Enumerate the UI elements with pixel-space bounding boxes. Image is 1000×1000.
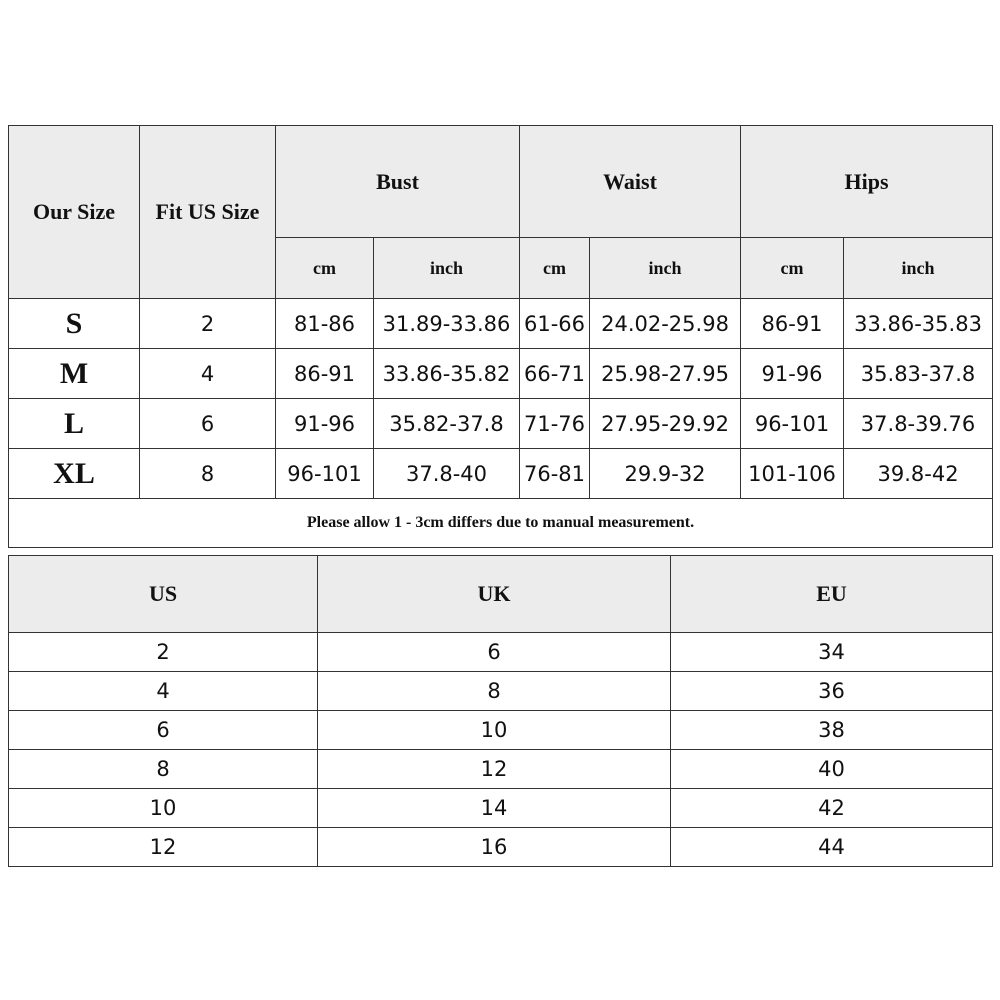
us-size-cell: 8 (140, 449, 276, 499)
eu-cell: 42 (671, 789, 993, 828)
header-waist-cm: cm (520, 238, 590, 299)
bust-inch-cell: 37.8-40 (374, 449, 520, 499)
header-fit-us-size: Fit US Size (140, 126, 276, 299)
header-bust-cm: cm (276, 238, 374, 299)
uk-cell: 6 (318, 633, 671, 672)
us-size-cell: 2 (140, 299, 276, 349)
size-cell: S (9, 299, 140, 349)
waist-inch-cell: 29.9-32 (590, 449, 741, 499)
eu-cell: 36 (671, 672, 993, 711)
table-row (9, 399, 993, 449)
hips-inch-cell: 37.8-39.76 (844, 399, 993, 449)
hips-inch-cell: 35.83-37.8 (844, 349, 993, 399)
us-size-cell: 4 (140, 349, 276, 399)
measurement-note: Please allow 1 - 3cm differs due to manual measurement. (9, 499, 993, 548)
hips-cm-cell: 91-96 (741, 349, 844, 399)
header-us: US (9, 556, 318, 633)
uk-cell: 14 (318, 789, 671, 828)
hips-cm-cell: 96-101 (741, 399, 844, 449)
hips-inch-cell: 39.8-42 (844, 449, 993, 499)
uk-cell: 12 (318, 750, 671, 789)
bust-cm-cell: 81-86 (276, 299, 374, 349)
header-waist-inch: inch (590, 238, 741, 299)
table-row (9, 672, 993, 711)
table-row (9, 449, 993, 499)
header-hips: Hips (741, 126, 993, 238)
bust-inch-cell: 35.82-37.8 (374, 399, 520, 449)
waist-inch-cell: 25.98-27.95 (590, 349, 741, 399)
header-bust-inch: inch (374, 238, 520, 299)
waist-cm-cell: 71-76 (520, 399, 590, 449)
hips-cm-cell: 101-106 (741, 449, 844, 499)
header-hips-inch: inch (844, 238, 993, 299)
waist-cm-cell: 66-71 (520, 349, 590, 399)
table-row (9, 349, 993, 399)
header-eu: EU (671, 556, 993, 633)
eu-cell: 38 (671, 711, 993, 750)
us-cell: 10 (9, 789, 318, 828)
bust-inch-cell: 31.89-33.86 (374, 299, 520, 349)
size-conversion-table (8, 555, 993, 867)
us-cell: 2 (9, 633, 318, 672)
table-row (9, 828, 993, 867)
table-row (9, 789, 993, 828)
uk-cell: 8 (318, 672, 671, 711)
eu-cell: 44 (671, 828, 993, 867)
header-our-size: Our Size (9, 126, 140, 299)
table-row (9, 750, 993, 789)
header-hips-cm: cm (741, 238, 844, 299)
size-cell: XL (9, 449, 140, 499)
waist-inch-cell: 24.02-25.98 (590, 299, 741, 349)
us-cell: 12 (9, 828, 318, 867)
header-bust: Bust (276, 126, 520, 238)
table-row (9, 711, 993, 750)
bust-cm-cell: 86-91 (276, 349, 374, 399)
table-row (9, 633, 993, 672)
bust-cm-cell: 96-101 (276, 449, 374, 499)
size-cell: L (9, 399, 140, 449)
bust-cm-cell: 91-96 (276, 399, 374, 449)
size-cell: M (9, 349, 140, 399)
uk-cell: 10 (318, 711, 671, 750)
size-chart-table (8, 125, 993, 548)
eu-cell: 40 (671, 750, 993, 789)
eu-cell: 34 (671, 633, 993, 672)
bust-inch-cell: 33.86-35.82 (374, 349, 520, 399)
hips-cm-cell: 86-91 (741, 299, 844, 349)
us-cell: 8 (9, 750, 318, 789)
hips-inch-cell: 33.86-35.83 (844, 299, 993, 349)
header-waist: Waist (520, 126, 741, 238)
us-cell: 4 (9, 672, 318, 711)
header-uk: UK (318, 556, 671, 633)
waist-cm-cell: 61-66 (520, 299, 590, 349)
table-row (9, 299, 993, 349)
waist-cm-cell: 76-81 (520, 449, 590, 499)
us-size-cell: 6 (140, 399, 276, 449)
us-cell: 6 (9, 711, 318, 750)
uk-cell: 16 (318, 828, 671, 867)
waist-inch-cell: 27.95-29.92 (590, 399, 741, 449)
